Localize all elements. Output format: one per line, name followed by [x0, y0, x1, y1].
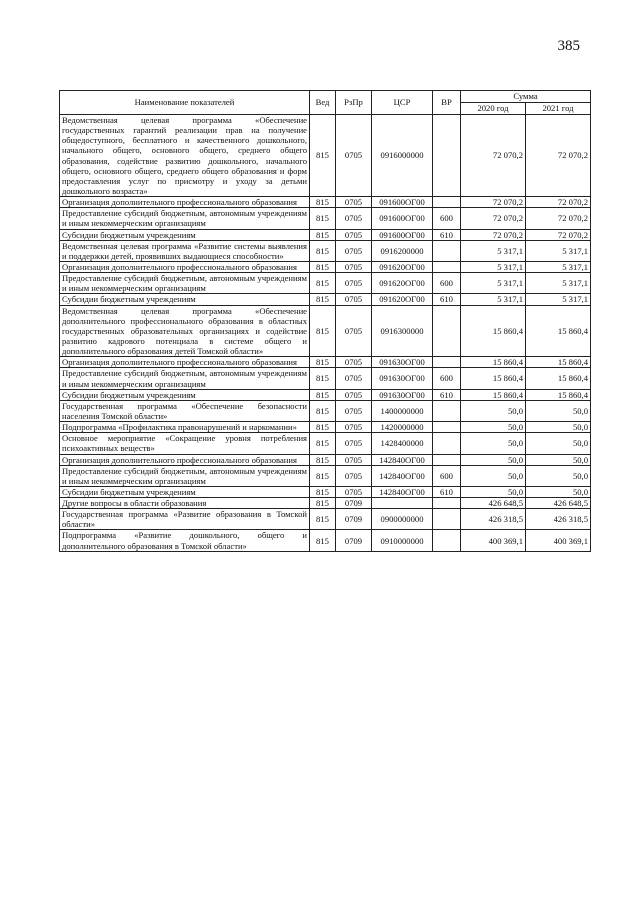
row-sum-2020: 15 860,4 — [461, 357, 526, 368]
row-rzpr: 0705 — [336, 454, 372, 465]
row-vr: 610 — [433, 294, 461, 305]
row-sum-2020: 15 860,4 — [461, 368, 526, 389]
row-rzpr: 0705 — [336, 261, 372, 272]
row-sum-2020: 5 317,1 — [461, 240, 526, 261]
row-sum-2020: 50,0 — [461, 400, 526, 421]
header-row — [60, 91, 591, 103]
row-sum-2021: 15 860,4 — [526, 389, 591, 400]
row-csr: 091600ОГ00 — [372, 208, 433, 229]
row-sum-2021: 5 317,1 — [526, 261, 591, 272]
row-rzpr: 0705 — [336, 368, 372, 389]
row-sum-2021: 50,0 — [526, 400, 591, 421]
row-ved: 815 — [310, 229, 336, 240]
row-csr: 0916200000 — [372, 240, 433, 261]
row-ved: 815 — [310, 465, 336, 486]
row-vr — [433, 115, 461, 197]
row-sum-2020: 72 070,2 — [461, 197, 526, 208]
header-csr: ЦСР — [372, 91, 433, 115]
row-csr: 142840ОГ00 — [372, 465, 433, 486]
header-year-2020: 2020 год — [461, 103, 526, 115]
row-ved: 815 — [310, 261, 336, 272]
row-vr: 600 — [433, 368, 461, 389]
table-row — [60, 530, 591, 551]
row-vr — [433, 509, 461, 530]
row-sum-2020: 400 369,1 — [461, 530, 526, 551]
row-ved: 815 — [310, 422, 336, 433]
row-vr — [433, 357, 461, 368]
row-sum-2021: 50,0 — [526, 422, 591, 433]
row-sum-2020: 50,0 — [461, 486, 526, 497]
row-csr: 091630ОГ00 — [372, 368, 433, 389]
row-vr — [433, 422, 461, 433]
row-sum-2021: 400 369,1 — [526, 530, 591, 551]
row-rzpr: 0709 — [336, 509, 372, 530]
row-csr: 0900000000 — [372, 509, 433, 530]
row-sum-2021: 5 317,1 — [526, 273, 591, 294]
row-csr: 091630ОГ00 — [372, 389, 433, 400]
row-sum-2021: 72 070,2 — [526, 115, 591, 197]
row-sum-2020: 5 317,1 — [461, 294, 526, 305]
row-vr: 600 — [433, 208, 461, 229]
row-vr — [433, 433, 461, 454]
table-row — [60, 273, 591, 294]
table-row — [60, 305, 591, 357]
row-sum-2021: 15 860,4 — [526, 357, 591, 368]
row-csr — [372, 498, 433, 509]
row-sum-2020: 426 648,5 — [461, 498, 526, 509]
row-sum-2021: 5 317,1 — [526, 240, 591, 261]
row-ved: 815 — [310, 240, 336, 261]
page-number: 385 — [557, 38, 580, 54]
row-sum-2020: 50,0 — [461, 465, 526, 486]
row-ved: 815 — [310, 433, 336, 454]
row-name: Другие вопросы в области образования — [60, 498, 310, 509]
table-row — [60, 294, 591, 305]
row-ved: 815 — [310, 305, 336, 357]
row-sum-2020: 5 317,1 — [461, 261, 526, 272]
row-sum-2021: 426 648,5 — [526, 498, 591, 509]
row-sum-2021: 72 070,2 — [526, 229, 591, 240]
row-ved: 815 — [310, 530, 336, 551]
row-name: Организация дополнительного профессионального образования — [60, 454, 310, 465]
row-vr — [433, 261, 461, 272]
row-ved: 815 — [310, 197, 336, 208]
row-rzpr: 0705 — [336, 400, 372, 421]
row-sum-2021: 15 860,4 — [526, 305, 591, 357]
row-rzpr: 0709 — [336, 498, 372, 509]
row-vr: 600 — [433, 465, 461, 486]
row-sum-2021: 50,0 — [526, 465, 591, 486]
row-name: Ведомственная целевая программа «Развитие системы выявления и поддержки детей, проявивших выдающиеся способности» — [60, 240, 310, 261]
header-vr: ВР — [433, 91, 461, 115]
row-rzpr: 0705 — [336, 389, 372, 400]
row-csr: 091620ОГ00 — [372, 273, 433, 294]
row-sum-2020: 15 860,4 — [461, 305, 526, 357]
table-row — [60, 389, 591, 400]
row-rzpr: 0705 — [336, 422, 372, 433]
row-name: Организация дополнительного профессионального образования — [60, 197, 310, 208]
row-rzpr: 0705 — [336, 273, 372, 294]
row-vr — [433, 240, 461, 261]
row-csr: 091600ОГ00 — [372, 229, 433, 240]
table-row — [60, 486, 591, 497]
row-csr: 0916300000 — [372, 305, 433, 357]
row-name: Ведомственная целевая программа «Обеспечение дополнительного профессионального образования в областных государственных образовательных организациях и содействие развитию кадрового потенциала в системе общего и дополнительного образования детей Томской области» — [60, 305, 310, 357]
row-vr: 610 — [433, 389, 461, 400]
row-ved: 815 — [310, 368, 336, 389]
row-sum-2020: 5 317,1 — [461, 273, 526, 294]
row-vr: 610 — [433, 229, 461, 240]
table-row — [60, 433, 591, 454]
row-rzpr: 0705 — [336, 357, 372, 368]
row-name: Предоставление субсидий бюджетным, автономным учреждениям и иным некоммерческим организациям — [60, 273, 310, 294]
row-rzpr: 0705 — [336, 433, 372, 454]
row-name: Субсидии бюджетным учреждениям — [60, 229, 310, 240]
row-vr — [433, 498, 461, 509]
row-ved: 815 — [310, 115, 336, 197]
table-row — [60, 465, 591, 486]
row-vr — [433, 530, 461, 551]
row-vr — [433, 454, 461, 465]
row-csr: 091620ОГ00 — [372, 294, 433, 305]
row-csr: 1428400000 — [372, 433, 433, 454]
header-rzpr: РзПр — [336, 91, 372, 115]
row-name: Организация дополнительного профессионального образования — [60, 357, 310, 368]
row-sum-2021: 5 317,1 — [526, 294, 591, 305]
row-sum-2020: 426 318,5 — [461, 509, 526, 530]
row-sum-2021: 15 860,4 — [526, 368, 591, 389]
table-row — [60, 454, 591, 465]
row-name: Государственная программа «Обеспечение безопасности населения Томской области» — [60, 400, 310, 421]
row-sum-2020: 50,0 — [461, 433, 526, 454]
table-row — [60, 498, 591, 509]
row-ved: 815 — [310, 400, 336, 421]
row-csr: 091630ОГ00 — [372, 357, 433, 368]
row-rzpr: 0705 — [336, 305, 372, 357]
row-csr: 1420000000 — [372, 422, 433, 433]
table-row — [60, 422, 591, 433]
row-csr: 1400000000 — [372, 400, 433, 421]
row-rzpr: 0705 — [336, 294, 372, 305]
row-csr: 142840ОГ00 — [372, 486, 433, 497]
row-name: Субсидии бюджетным учреждениям — [60, 294, 310, 305]
row-rzpr: 0705 — [336, 240, 372, 261]
row-vr — [433, 305, 461, 357]
row-sum-2021: 50,0 — [526, 454, 591, 465]
header-name: Наименование показателей — [60, 91, 310, 115]
row-name: Основное мероприятие «Сокращение уровня потребления психоактивных веществ» — [60, 433, 310, 454]
row-rzpr: 0705 — [336, 465, 372, 486]
row-ved: 815 — [310, 486, 336, 497]
row-rzpr: 0705 — [336, 208, 372, 229]
table-row — [60, 261, 591, 272]
row-sum-2021: 50,0 — [526, 433, 591, 454]
row-ved: 815 — [310, 357, 336, 368]
row-sum-2020: 50,0 — [461, 422, 526, 433]
row-ved: 815 — [310, 389, 336, 400]
header-sum: Сумма — [461, 91, 591, 103]
header-ved: Вед — [310, 91, 336, 115]
row-sum-2020: 72 070,2 — [461, 115, 526, 197]
row-sum-2021: 426 318,5 — [526, 509, 591, 530]
table-row — [60, 400, 591, 421]
row-vr — [433, 197, 461, 208]
row-csr: 0916000000 — [372, 115, 433, 197]
row-name: Организация дополнительного профессионального образования — [60, 261, 310, 272]
row-name: Предоставление субсидий бюджетным, автономным учреждениям и иным некоммерческим организациям — [60, 368, 310, 389]
row-name: Субсидии бюджетным учреждениям — [60, 486, 310, 497]
table-row — [60, 115, 591, 197]
row-rzpr: 0705 — [336, 197, 372, 208]
row-name: Подпрограмма «Развитие дошкольного, общего и дополнительного образования в Томской области» — [60, 530, 310, 551]
row-rzpr: 0705 — [336, 115, 372, 197]
row-ved: 815 — [310, 294, 336, 305]
row-sum-2020: 72 070,2 — [461, 208, 526, 229]
row-name: Предоставление субсидий бюджетным, автономным учреждениям и иным некоммерческим организациям — [60, 208, 310, 229]
row-ved: 815 — [310, 454, 336, 465]
row-ved: 815 — [310, 208, 336, 229]
budget-table — [59, 90, 591, 552]
row-vr: 610 — [433, 486, 461, 497]
row-rzpr: 0705 — [336, 486, 372, 497]
row-csr: 0910000000 — [372, 530, 433, 551]
row-ved: 815 — [310, 498, 336, 509]
row-rzpr: 0705 — [336, 229, 372, 240]
row-name: Ведомственная целевая программа «Обеспечение государственных гарантий реализации прав на получение общедоступного, бесплатного и качественного дошкольного, начального общего, основного общего, среднего общего образования, содействие развитию дошкольного, начального общего, основного общего, среднего общего образования и форм предоставления услуг по присмотру и уходу за детьми дошкольного возраста» — [60, 115, 310, 197]
row-vr: 600 — [433, 273, 461, 294]
row-csr: 142840ОГ00 — [372, 454, 433, 465]
row-csr: 091620ОГ00 — [372, 261, 433, 272]
row-name: Субсидии бюджетным учреждениям — [60, 389, 310, 400]
row-ved: 815 — [310, 509, 336, 530]
row-vr — [433, 400, 461, 421]
table-row — [60, 509, 591, 530]
table-row — [60, 208, 591, 229]
table-row — [60, 197, 591, 208]
row-name: Государственная программа «Развитие образования в Томской области» — [60, 509, 310, 530]
table-row — [60, 229, 591, 240]
row-sum-2021: 72 070,2 — [526, 208, 591, 229]
row-name: Подпрограмма «Профилактика правонарушений и наркомании» — [60, 422, 310, 433]
table-row — [60, 240, 591, 261]
row-sum-2020: 15 860,4 — [461, 389, 526, 400]
row-name: Предоставление субсидий бюджетным, автономным учреждениям и иным некоммерческим организациям — [60, 465, 310, 486]
table-row — [60, 368, 591, 389]
row-sum-2020: 72 070,2 — [461, 229, 526, 240]
table-row — [60, 357, 591, 368]
row-ved: 815 — [310, 273, 336, 294]
row-sum-2021: 50,0 — [526, 486, 591, 497]
row-rzpr: 0709 — [336, 530, 372, 551]
row-sum-2020: 50,0 — [461, 454, 526, 465]
row-csr: 091600ОГ00 — [372, 197, 433, 208]
header-year-2021: 2021 год — [526, 103, 591, 115]
row-sum-2021: 72 070,2 — [526, 197, 591, 208]
